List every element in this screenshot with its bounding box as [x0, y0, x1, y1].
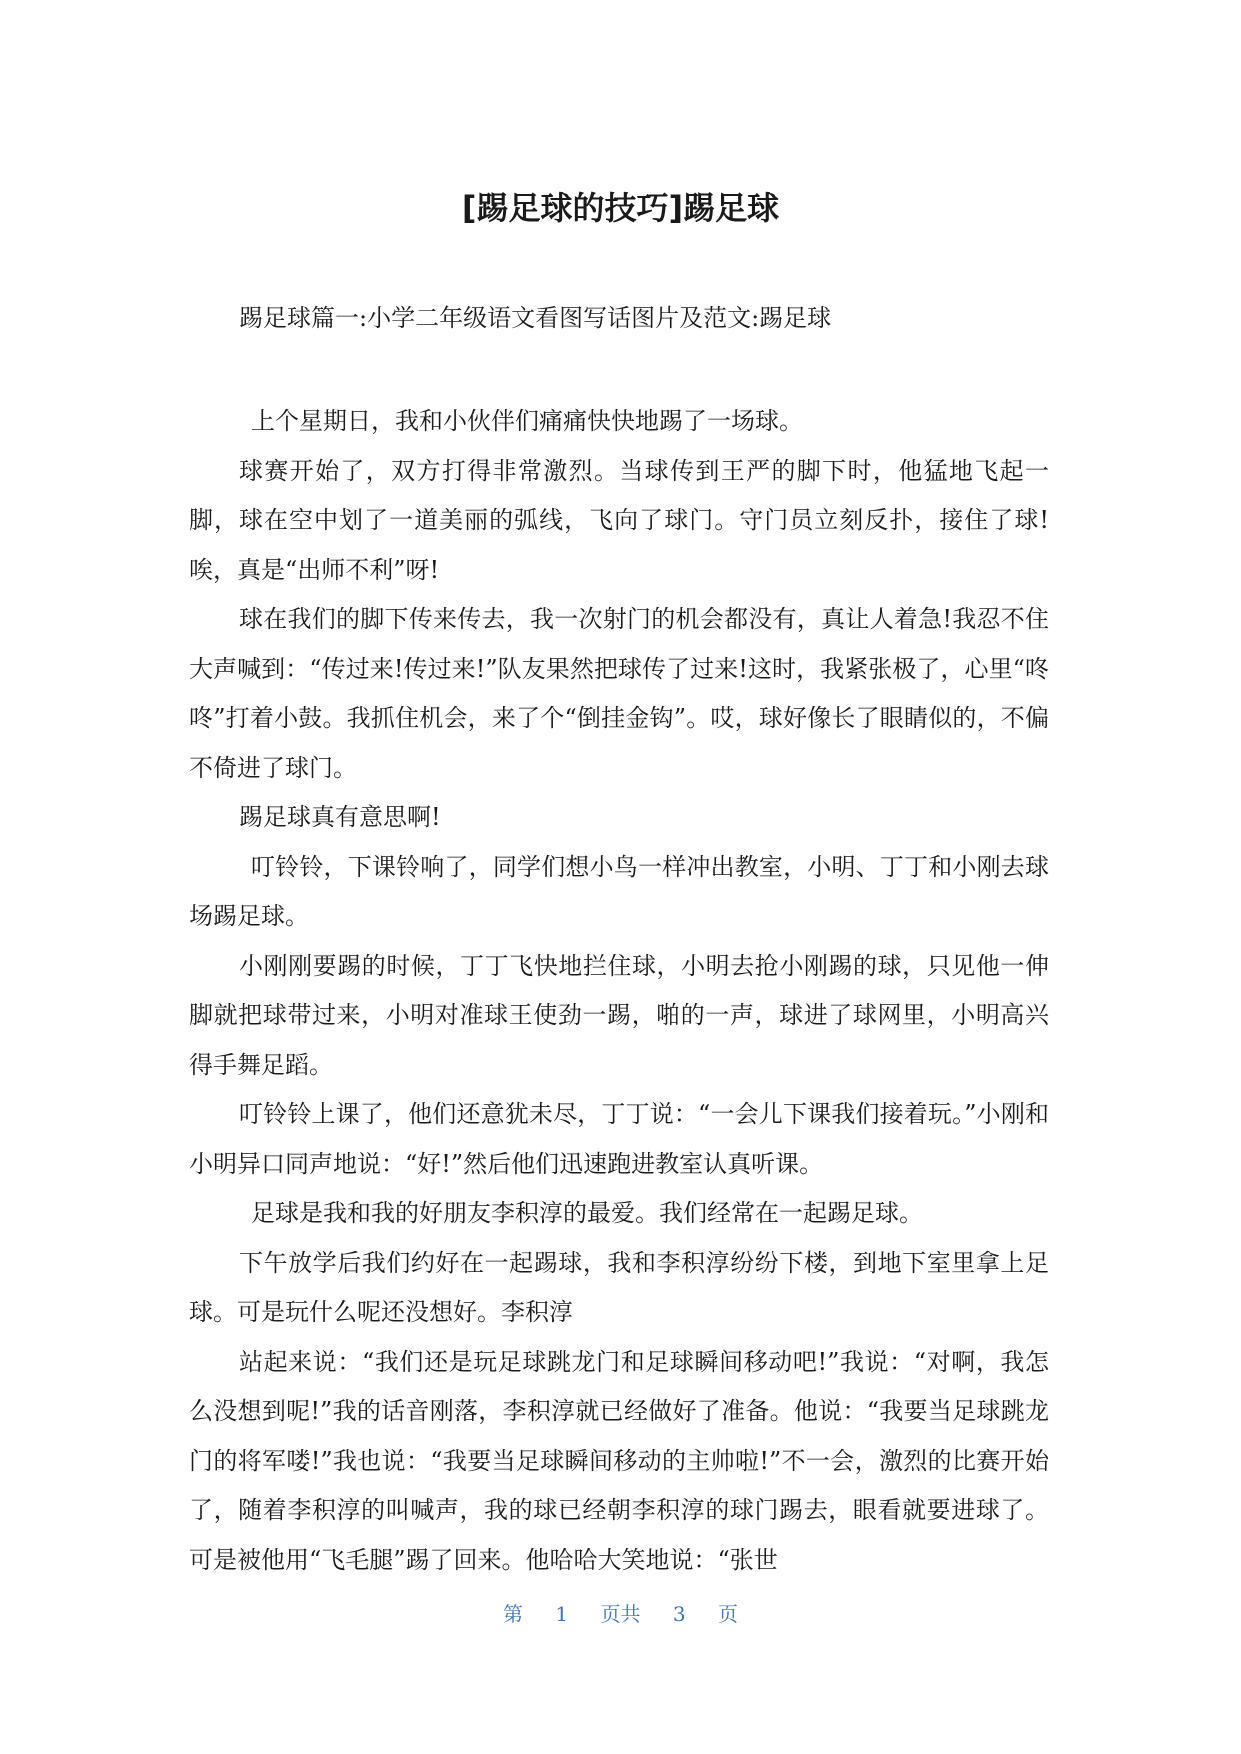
paragraph: 下午放学后我们约好在一起踢球，我和李积淳纷纷下楼，到地下室里拿上足球。可是玩什么呢还没想好。李积淳 [189, 1248, 1049, 1326]
total-pages: 3 [672, 1602, 686, 1626]
paragraph: 叮铃铃上课了，他们还意犹未尽，丁丁说：“一会儿下课我们接着玩。”小刚和小明异口同声地说：“好!”然后他们迅速跑进教室认真听课。 [189, 1100, 1049, 1178]
paragraph: 足球是我和我的好朋友李积淳的最爱。我们经常在一起踢足球。 [251, 1199, 923, 1227]
section-heading: 踢足球篇一:小学二年级语文看图写话图片及范文:踢足球 [239, 304, 832, 332]
document-title: [踢足球的技巧]踢足球 [461, 189, 780, 227]
paragraph: 踢足球真有意思啊! [239, 803, 441, 831]
paragraph: 小刚刚要踢的时候，丁丁飞快地拦住球，小明去抢小刚踢的球，只见他一伸脚就把球带过来，小明对准球王使劲一踢，啪的一声，球进了球网里，小明高兴得手舞足蹈。 [189, 951, 1049, 1079]
footer-prefix: 第 [503, 1602, 524, 1626]
paragraph: 叮铃铃，下课铃响了，同学们想小鸟一样冲出教室，小明、丁丁和小刚去球场踢足球。 [189, 852, 1049, 930]
body-text [189, 397, 1049, 1585]
paragraph: 球在我们的脚下传来传去，我一次射门的机会都没有，真让人着急!我忍不住大声喊到：“传过来!传过来!”队友果然把球传了过来!这时，我紧张极了，心里“咚咚”打着小鼓。我抓住机会，来了个“倒挂金钩”。哎，球好像长了眼睛似的，不偏不倚进了球门。 [189, 605, 1049, 782]
footer-suffix: 页 [717, 1602, 738, 1626]
paragraph: 站起来说：“我们还是玩足球跳龙门和足球瞬间移动吧!”我说：“对啊，我怎么没想到呢!”我的话音刚落，李积淳就已经做好了准备。他说：“我要当足球跳龙门的将军喽!”我也说：“我要当足球瞬间移动的主帅啦!”不一会，激烈的比赛开始了，随着李积淳的叫喊声，我的球已经朝李积淳的球门踢去，眼看就要进球了。可是被他用“飞毛腿”踢了回来。他哈哈大笑地说：“张世 [189, 1347, 1049, 1574]
paragraph: 上个星期日，我和小伙伴们痛痛快快地踢了一场球。 [251, 407, 803, 435]
current-page-number: 1 [555, 1602, 569, 1626]
paragraph: 球赛开始了，双方打得非常激烈。当球传到王严的脚下时，他猛地飞起一脚，球在空中划了一道美丽的弧线，飞向了球门。守门员立刻反扑，接住了球!唉，真是“出师不利”呀! [189, 456, 1049, 584]
page-footer [0, 1600, 1241, 1628]
footer-middle: 页共 [600, 1602, 641, 1626]
